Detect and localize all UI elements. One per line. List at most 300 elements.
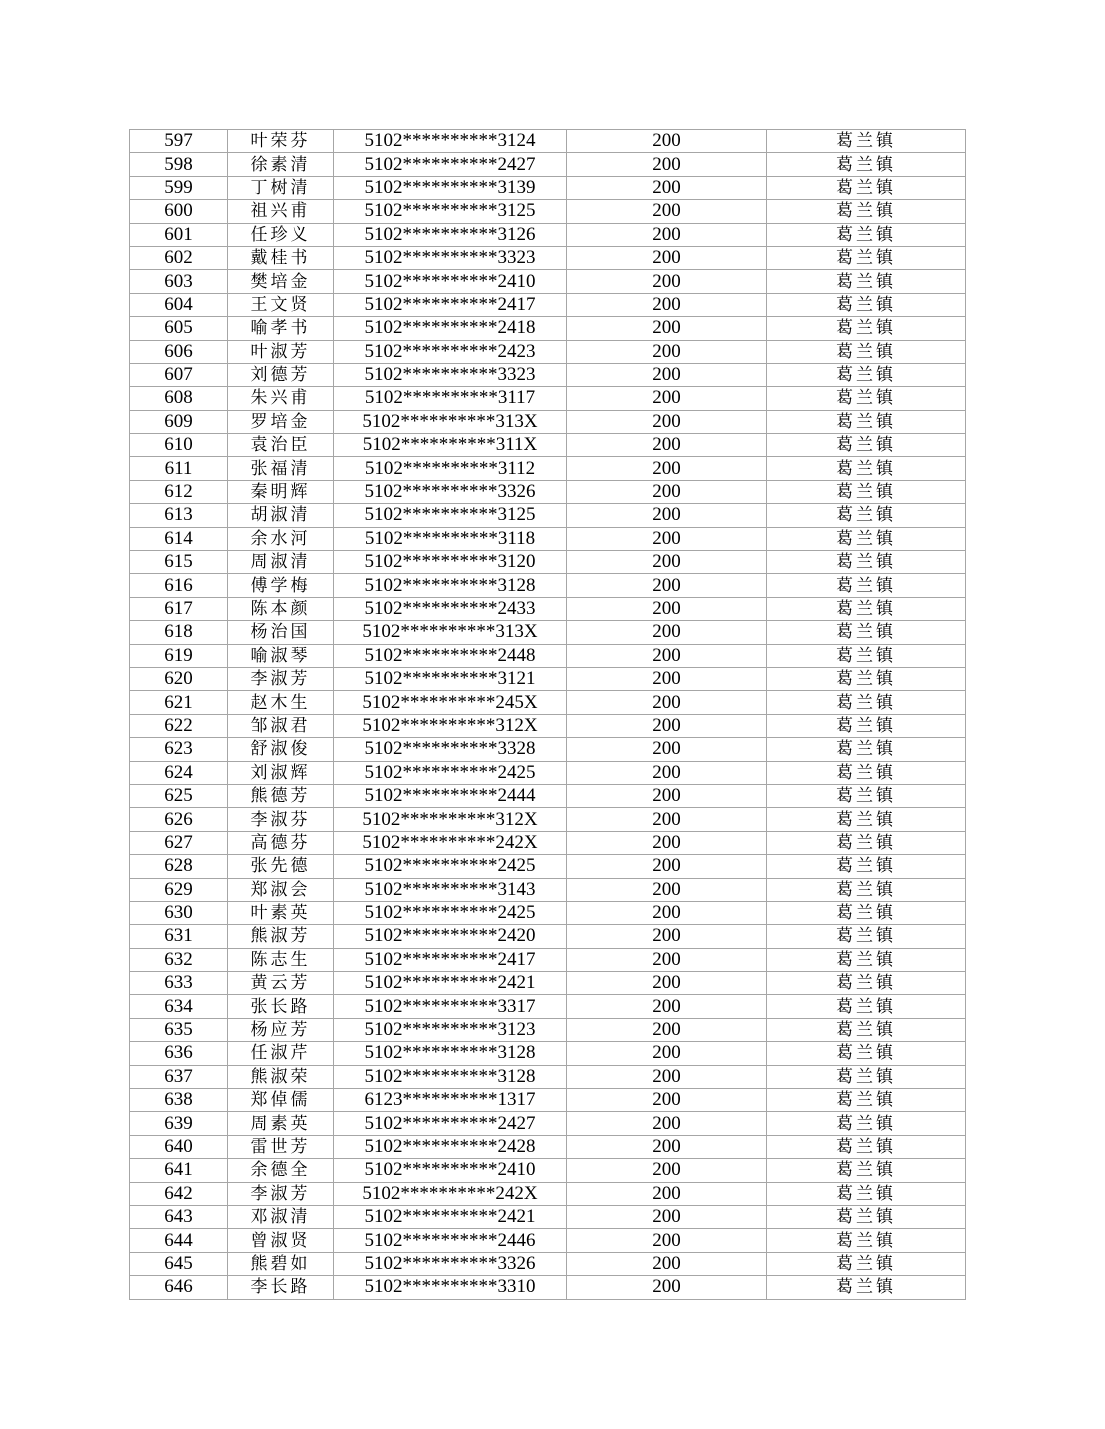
amount-cell: 200 (567, 527, 767, 550)
name-cell: 叶素英 (228, 901, 334, 924)
name-cell: 黄云芳 (228, 972, 334, 995)
town-cell: 葛兰镇 (767, 691, 966, 714)
amount-cell: 200 (567, 176, 767, 199)
name-cell: 胡淑清 (228, 504, 334, 527)
name-cell: 祖兴甫 (228, 200, 334, 223)
row-number-cell: 625 (130, 784, 228, 807)
amount-cell: 200 (567, 574, 767, 597)
amount-cell: 200 (567, 925, 767, 948)
id-number-cell: 5102**********312X (334, 808, 567, 831)
id-number-cell: 5102**********3128 (334, 1065, 567, 1088)
name-cell: 赵木生 (228, 691, 334, 714)
town-cell: 葛兰镇 (767, 504, 966, 527)
row-number-cell: 634 (130, 995, 228, 1018)
town-cell: 葛兰镇 (767, 317, 966, 340)
id-number-cell: 5102**********2425 (334, 901, 567, 924)
id-number-cell: 5102**********2427 (334, 153, 567, 176)
table-row (130, 293, 966, 316)
id-number-cell: 5102**********3128 (334, 1042, 567, 1065)
table-row (130, 410, 966, 433)
town-cell: 葛兰镇 (767, 387, 966, 410)
amount-cell: 200 (567, 387, 767, 410)
id-number-cell: 5102**********312X (334, 714, 567, 737)
name-cell: 周淑清 (228, 551, 334, 574)
table-row (130, 130, 966, 153)
town-cell: 葛兰镇 (767, 457, 966, 480)
id-number-cell: 5102**********3123 (334, 1018, 567, 1041)
table-row (130, 527, 966, 550)
amount-cell: 200 (567, 223, 767, 246)
table-row (130, 738, 966, 761)
row-number-cell: 645 (130, 1252, 228, 1275)
name-cell: 邓淑清 (228, 1205, 334, 1228)
row-number-cell: 617 (130, 597, 228, 620)
row-number-cell: 609 (130, 410, 228, 433)
name-cell: 曾淑贤 (228, 1229, 334, 1252)
id-number-cell: 5102**********242X (334, 831, 567, 854)
town-cell: 葛兰镇 (767, 761, 966, 784)
amount-cell: 200 (567, 831, 767, 854)
id-number-cell: 5102**********3328 (334, 738, 567, 761)
amount-cell: 200 (567, 761, 767, 784)
table-row (130, 925, 966, 948)
amount-cell: 200 (567, 293, 767, 316)
row-number-cell: 626 (130, 808, 228, 831)
name-cell: 张长路 (228, 995, 334, 1018)
table-row (130, 1159, 966, 1182)
row-number-cell: 598 (130, 153, 228, 176)
amount-cell: 200 (567, 644, 767, 667)
town-cell: 葛兰镇 (767, 1089, 966, 1112)
amount-cell: 200 (567, 410, 767, 433)
row-number-cell: 622 (130, 714, 228, 737)
row-number-cell: 600 (130, 200, 228, 223)
id-number-cell: 5102**********2446 (334, 1229, 567, 1252)
row-number-cell: 613 (130, 504, 228, 527)
amount-cell: 200 (567, 691, 767, 714)
town-cell: 葛兰镇 (767, 855, 966, 878)
table-row (130, 901, 966, 924)
table-row (130, 761, 966, 784)
row-number-cell: 597 (130, 130, 228, 153)
name-cell: 熊碧如 (228, 1252, 334, 1275)
row-number-cell: 604 (130, 293, 228, 316)
id-number-cell: 5102**********3143 (334, 878, 567, 901)
row-number-cell: 611 (130, 457, 228, 480)
table-row (130, 434, 966, 457)
table-row (130, 995, 966, 1018)
town-cell: 葛兰镇 (767, 644, 966, 667)
id-number-cell: 5102**********2420 (334, 925, 567, 948)
table-row (130, 1018, 966, 1041)
name-cell: 杨治国 (228, 621, 334, 644)
table-row (130, 621, 966, 644)
id-number-cell: 5102**********2444 (334, 784, 567, 807)
id-number-cell: 5102**********2425 (334, 855, 567, 878)
table-row (130, 948, 966, 971)
amount-cell: 200 (567, 621, 767, 644)
town-cell: 葛兰镇 (767, 153, 966, 176)
id-number-cell: 5102**********3126 (334, 223, 567, 246)
amount-cell: 200 (567, 1252, 767, 1275)
id-number-cell: 5102**********2428 (334, 1135, 567, 1158)
name-cell: 张先德 (228, 855, 334, 878)
id-number-cell: 5102**********2433 (334, 597, 567, 620)
town-cell: 葛兰镇 (767, 784, 966, 807)
town-cell: 葛兰镇 (767, 130, 966, 153)
town-cell: 葛兰镇 (767, 246, 966, 269)
id-number-cell: 5102**********3121 (334, 667, 567, 690)
id-number-cell: 5102**********242X (334, 1182, 567, 1205)
name-cell: 陈志生 (228, 948, 334, 971)
id-number-cell: 5102**********2410 (334, 270, 567, 293)
id-number-cell: 5102**********2423 (334, 340, 567, 363)
row-number-cell: 621 (130, 691, 228, 714)
town-cell: 葛兰镇 (767, 480, 966, 503)
table-row (130, 1229, 966, 1252)
town-cell: 葛兰镇 (767, 901, 966, 924)
town-cell: 葛兰镇 (767, 527, 966, 550)
row-number-cell: 637 (130, 1065, 228, 1088)
amount-cell: 200 (567, 667, 767, 690)
row-number-cell: 624 (130, 761, 228, 784)
id-number-cell: 5102**********3139 (334, 176, 567, 199)
id-number-cell: 5102**********2417 (334, 293, 567, 316)
amount-cell: 200 (567, 1018, 767, 1041)
town-cell: 葛兰镇 (767, 340, 966, 363)
amount-cell: 200 (567, 878, 767, 901)
town-cell: 葛兰镇 (767, 878, 966, 901)
row-number-cell: 602 (130, 246, 228, 269)
name-cell: 李淑芳 (228, 667, 334, 690)
town-cell: 葛兰镇 (767, 1159, 966, 1182)
row-number-cell: 631 (130, 925, 228, 948)
amount-cell: 200 (567, 504, 767, 527)
amount-cell: 200 (567, 808, 767, 831)
name-cell: 戴桂书 (228, 246, 334, 269)
amount-cell: 200 (567, 1065, 767, 1088)
row-number-cell: 636 (130, 1042, 228, 1065)
name-cell: 叶荣芬 (228, 130, 334, 153)
table-row (130, 831, 966, 854)
town-cell: 葛兰镇 (767, 200, 966, 223)
amount-cell: 200 (567, 340, 767, 363)
table-row (130, 363, 966, 386)
id-number-cell: 5102**********3310 (334, 1276, 567, 1299)
table-row (130, 200, 966, 223)
id-number-cell: 5102**********311X (334, 434, 567, 457)
town-cell: 葛兰镇 (767, 1042, 966, 1065)
name-cell: 喻孝书 (228, 317, 334, 340)
name-cell: 任珍义 (228, 223, 334, 246)
id-number-cell: 5102**********3323 (334, 246, 567, 269)
id-number-cell: 5102**********2417 (334, 948, 567, 971)
row-number-cell: 607 (130, 363, 228, 386)
table-row (130, 1135, 966, 1158)
id-number-cell: 5102**********2425 (334, 761, 567, 784)
table-row (130, 504, 966, 527)
name-cell: 熊德芳 (228, 784, 334, 807)
id-number-cell: 5102**********3326 (334, 480, 567, 503)
town-cell: 葛兰镇 (767, 293, 966, 316)
row-number-cell: 640 (130, 1135, 228, 1158)
amount-cell: 200 (567, 1182, 767, 1205)
name-cell: 傅学梅 (228, 574, 334, 597)
id-number-cell: 5102**********3118 (334, 527, 567, 550)
amount-cell: 200 (567, 738, 767, 761)
id-number-cell: 5102**********2427 (334, 1112, 567, 1135)
town-cell: 葛兰镇 (767, 434, 966, 457)
town-cell: 葛兰镇 (767, 1135, 966, 1158)
table-row (130, 644, 966, 667)
amount-cell: 200 (567, 784, 767, 807)
name-cell: 邹淑君 (228, 714, 334, 737)
id-number-cell: 5102**********3124 (334, 130, 567, 153)
row-number-cell: 628 (130, 855, 228, 878)
amount-cell: 200 (567, 972, 767, 995)
table-row (130, 551, 966, 574)
amount-cell: 200 (567, 130, 767, 153)
table-row (130, 808, 966, 831)
town-cell: 葛兰镇 (767, 574, 966, 597)
amount-cell: 200 (567, 995, 767, 1018)
amount-cell: 200 (567, 901, 767, 924)
row-number-cell: 620 (130, 667, 228, 690)
row-number-cell: 646 (130, 1276, 228, 1299)
table-row (130, 1182, 966, 1205)
id-number-cell: 5102**********3323 (334, 363, 567, 386)
id-number-cell: 5102**********2418 (334, 317, 567, 340)
table-row (130, 1065, 966, 1088)
amount-cell: 200 (567, 1042, 767, 1065)
name-cell: 舒淑俊 (228, 738, 334, 761)
table-row (130, 1089, 966, 1112)
table-row (130, 270, 966, 293)
id-number-cell: 6123**********1317 (334, 1089, 567, 1112)
amount-cell: 200 (567, 1159, 767, 1182)
id-number-cell: 5102**********3125 (334, 504, 567, 527)
table-row (130, 1042, 966, 1065)
name-cell: 李淑芬 (228, 808, 334, 831)
town-cell: 葛兰镇 (767, 223, 966, 246)
name-cell: 叶淑芳 (228, 340, 334, 363)
amount-cell: 200 (567, 317, 767, 340)
town-cell: 葛兰镇 (767, 1018, 966, 1041)
id-number-cell: 5102**********3125 (334, 200, 567, 223)
row-number-cell: 630 (130, 901, 228, 924)
table-row (130, 1252, 966, 1275)
amount-cell: 200 (567, 1276, 767, 1299)
amount-cell: 200 (567, 597, 767, 620)
row-number-cell: 603 (130, 270, 228, 293)
id-number-cell: 5102**********2410 (334, 1159, 567, 1182)
row-number-cell: 615 (130, 551, 228, 574)
town-cell: 葛兰镇 (767, 1065, 966, 1088)
id-number-cell: 5102**********3117 (334, 387, 567, 410)
town-cell: 葛兰镇 (767, 1112, 966, 1135)
row-number-cell: 639 (130, 1112, 228, 1135)
town-cell: 葛兰镇 (767, 1252, 966, 1275)
table-row (130, 972, 966, 995)
id-number-cell: 5102**********3128 (334, 574, 567, 597)
row-number-cell: 643 (130, 1205, 228, 1228)
name-cell: 袁治臣 (228, 434, 334, 457)
table-row (130, 878, 966, 901)
row-number-cell: 635 (130, 1018, 228, 1041)
name-cell: 郑淑会 (228, 878, 334, 901)
row-number-cell: 608 (130, 387, 228, 410)
name-cell: 徐素清 (228, 153, 334, 176)
amount-cell: 200 (567, 714, 767, 737)
name-cell: 任淑芹 (228, 1042, 334, 1065)
name-cell: 雷世芳 (228, 1135, 334, 1158)
table-row (130, 246, 966, 269)
id-number-cell: 5102**********313X (334, 410, 567, 433)
name-cell: 王文贤 (228, 293, 334, 316)
table-row (130, 667, 966, 690)
amount-cell: 200 (567, 153, 767, 176)
name-cell: 刘德芳 (228, 363, 334, 386)
row-number-cell: 614 (130, 527, 228, 550)
name-cell: 余水河 (228, 527, 334, 550)
table-row (130, 574, 966, 597)
table-row (130, 691, 966, 714)
name-cell: 樊培金 (228, 270, 334, 293)
amount-cell: 200 (567, 480, 767, 503)
row-number-cell: 642 (130, 1182, 228, 1205)
row-number-cell: 612 (130, 480, 228, 503)
row-number-cell: 610 (130, 434, 228, 457)
amount-cell: 200 (567, 855, 767, 878)
town-cell: 葛兰镇 (767, 1276, 966, 1299)
amount-cell: 200 (567, 551, 767, 574)
id-number-cell: 5102**********313X (334, 621, 567, 644)
town-cell: 葛兰镇 (767, 667, 966, 690)
id-number-cell: 5102**********3326 (334, 1252, 567, 1275)
name-cell: 杨应芳 (228, 1018, 334, 1041)
town-cell: 葛兰镇 (767, 714, 966, 737)
name-cell: 朱兴甫 (228, 387, 334, 410)
row-number-cell: 606 (130, 340, 228, 363)
town-cell: 葛兰镇 (767, 551, 966, 574)
amount-cell: 200 (567, 1205, 767, 1228)
id-number-cell: 5102**********2421 (334, 1205, 567, 1228)
town-cell: 葛兰镇 (767, 363, 966, 386)
town-cell: 葛兰镇 (767, 831, 966, 854)
row-number-cell: 623 (130, 738, 228, 761)
row-number-cell: 599 (130, 176, 228, 199)
town-cell: 葛兰镇 (767, 621, 966, 644)
subsidy-list-table (129, 129, 966, 1300)
id-number-cell: 5102**********3317 (334, 995, 567, 1018)
id-number-cell: 5102**********3120 (334, 551, 567, 574)
name-cell: 郑倬儒 (228, 1089, 334, 1112)
table-row (130, 153, 966, 176)
row-number-cell: 638 (130, 1089, 228, 1112)
amount-cell: 200 (567, 948, 767, 971)
row-number-cell: 616 (130, 574, 228, 597)
name-cell: 罗培金 (228, 410, 334, 433)
row-number-cell: 601 (130, 223, 228, 246)
amount-cell: 200 (567, 1089, 767, 1112)
table-body (130, 130, 966, 1300)
table-row (130, 340, 966, 363)
name-cell: 张福清 (228, 457, 334, 480)
town-cell: 葛兰镇 (767, 995, 966, 1018)
id-number-cell: 5102**********2421 (334, 972, 567, 995)
town-cell: 葛兰镇 (767, 1205, 966, 1228)
row-number-cell: 644 (130, 1229, 228, 1252)
table-row (130, 457, 966, 480)
name-cell: 李长路 (228, 1276, 334, 1299)
amount-cell: 200 (567, 246, 767, 269)
table-row (130, 1112, 966, 1135)
amount-cell: 200 (567, 363, 767, 386)
amount-cell: 200 (567, 200, 767, 223)
name-cell: 秦明辉 (228, 480, 334, 503)
name-cell: 熊淑芳 (228, 925, 334, 948)
town-cell: 葛兰镇 (767, 410, 966, 433)
id-number-cell: 5102**********3112 (334, 457, 567, 480)
row-number-cell: 632 (130, 948, 228, 971)
town-cell: 葛兰镇 (767, 948, 966, 971)
town-cell: 葛兰镇 (767, 597, 966, 620)
town-cell: 葛兰镇 (767, 972, 966, 995)
table-row (130, 480, 966, 503)
name-cell: 李淑芳 (228, 1182, 334, 1205)
table-row (130, 317, 966, 340)
name-cell: 喻淑琴 (228, 644, 334, 667)
id-number-cell: 5102**********245X (334, 691, 567, 714)
table-row (130, 855, 966, 878)
town-cell: 葛兰镇 (767, 808, 966, 831)
name-cell: 周素英 (228, 1112, 334, 1135)
amount-cell: 200 (567, 457, 767, 480)
row-number-cell: 641 (130, 1159, 228, 1182)
name-cell: 高德芬 (228, 831, 334, 854)
row-number-cell: 619 (130, 644, 228, 667)
town-cell: 葛兰镇 (767, 1182, 966, 1205)
town-cell: 葛兰镇 (767, 738, 966, 761)
amount-cell: 200 (567, 270, 767, 293)
table-row (130, 223, 966, 246)
row-number-cell: 629 (130, 878, 228, 901)
name-cell: 刘淑辉 (228, 761, 334, 784)
amount-cell: 200 (567, 1229, 767, 1252)
id-number-cell: 5102**********2448 (334, 644, 567, 667)
table-row (130, 597, 966, 620)
name-cell: 熊淑荣 (228, 1065, 334, 1088)
amount-cell: 200 (567, 434, 767, 457)
name-cell: 余德全 (228, 1159, 334, 1182)
town-cell: 葛兰镇 (767, 176, 966, 199)
table-row (130, 176, 966, 199)
row-number-cell: 633 (130, 972, 228, 995)
table-row (130, 1205, 966, 1228)
amount-cell: 200 (567, 1112, 767, 1135)
name-cell: 丁树清 (228, 176, 334, 199)
row-number-cell: 627 (130, 831, 228, 854)
row-number-cell: 618 (130, 621, 228, 644)
town-cell: 葛兰镇 (767, 925, 966, 948)
table-row (130, 1276, 966, 1299)
town-cell: 葛兰镇 (767, 1229, 966, 1252)
table-row (130, 714, 966, 737)
table-row (130, 784, 966, 807)
amount-cell: 200 (567, 1135, 767, 1158)
town-cell: 葛兰镇 (767, 270, 966, 293)
row-number-cell: 605 (130, 317, 228, 340)
